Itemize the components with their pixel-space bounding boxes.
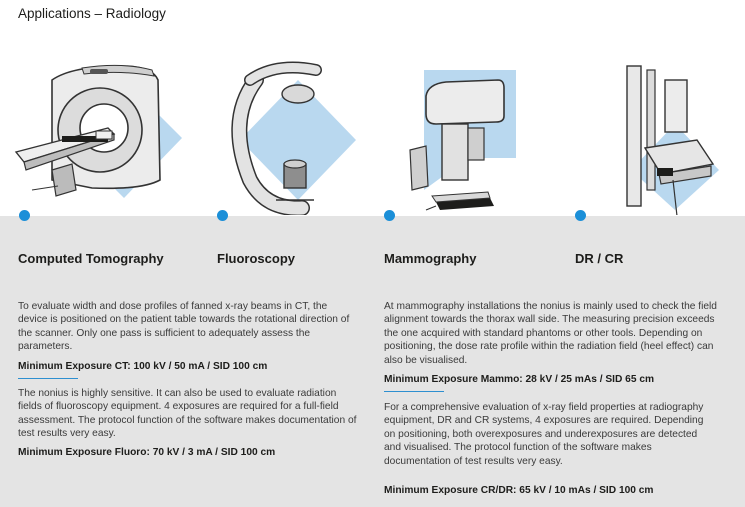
mammo-description: At mammography installations the nonius is mainly used to check the field alignment towards the thorax wall side. The measuring precision exceeds the one acquired with standard phantoms or other tools. Depending on positioning, the dose rate profile within the radiation field (heel effect) can also be visualised.: [384, 301, 717, 366]
mammo-spec: Minimum Exposure Mammo: 28 kV / 25 mAs / SID 65 cm: [384, 374, 655, 385]
dr-cr-detector-icon: [585, 40, 730, 215]
drcr-bullet-dot: [575, 210, 586, 221]
ct-spec: Minimum Exposure CT: 100 kV / 50 mA / SID 100 cm: [18, 361, 268, 372]
fluoro-heading: Fluoroscopy: [217, 251, 296, 266]
drcr-spec: Minimum Exposure CR/DR: 65 kV / 10 mAs / SID 100 cm: [384, 485, 654, 496]
drcr-heading: DR / CR: [575, 251, 624, 266]
fluoro-bullet-dot: [217, 210, 228, 221]
ct-bullet-dot: [19, 210, 30, 221]
ct-scanner-icon: [12, 40, 197, 215]
ct-heading: Computed Tomography: [18, 251, 164, 266]
page-title: Applications – Radiology: [18, 6, 166, 21]
fluoro-spec: Minimum Exposure Fluoro: 70 kV / 3 mA / SID 100 cm: [18, 447, 276, 458]
c-arm-icon: [206, 40, 366, 215]
mammography-unit-icon: [396, 40, 526, 215]
fluoro-description: The nonius is highly sensitive. It can also be used to evaluate radiation fields of fluoroscopy equipment. 4 exposures are required for a full-field assessment. The protocol function of the software makes documentation of test results very easy.: [18, 388, 357, 440]
mammo-divider: [384, 391, 444, 392]
ct-divider: [18, 378, 78, 379]
mammo-bullet-dot: [384, 210, 395, 221]
ct-description: To evaluate width and dose profiles of fanned x-ray beams in CT, the device is positioned on the patient table towards the rotational direction of the scanner. Only one pass is sufficient to adequately assess the parameters.: [18, 301, 350, 353]
mammo-heading: Mammography: [384, 251, 477, 266]
drcr-description: For a comprehensive evaluation of x-ray field properties at radiography equipment, DR and CR systems, 4 exposures are required. Depending on positioning, both overexposures and underexposures are detected and visualised. The protocol function of the software makes documentation of test results very easy.: [384, 402, 704, 467]
